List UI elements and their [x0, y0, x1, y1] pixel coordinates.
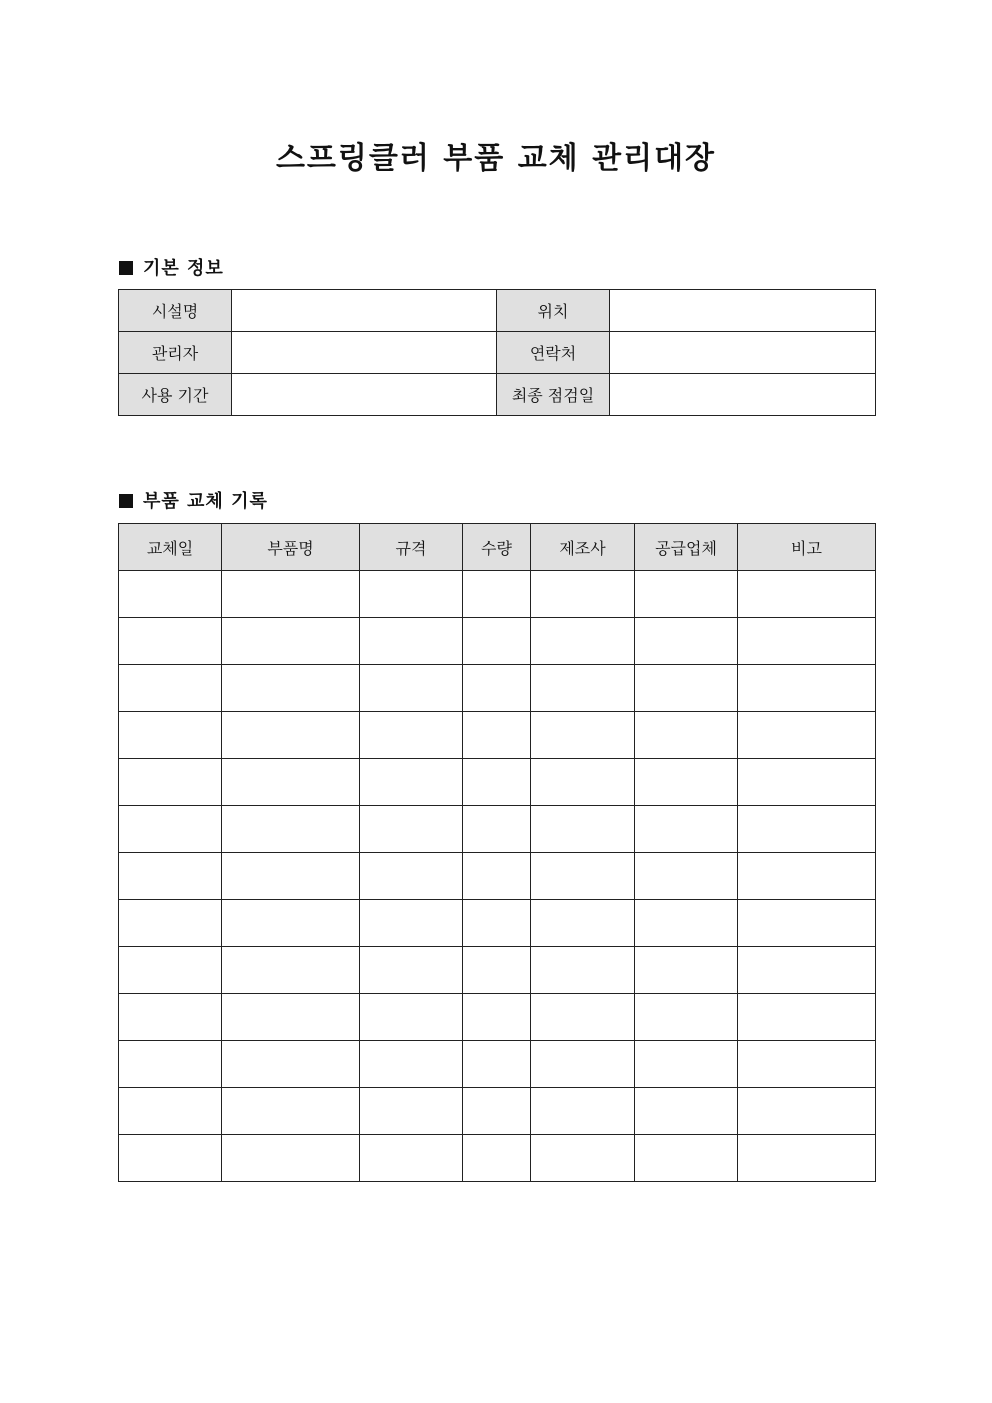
- table-row: [119, 665, 876, 712]
- cell-replace-date[interactable]: [119, 665, 222, 712]
- usage-period-field[interactable]: [232, 374, 497, 416]
- cell-manufacturer[interactable]: [531, 1041, 635, 1088]
- cell-manufacturer[interactable]: [531, 712, 635, 759]
- col-header-replace-date: 교체일: [119, 524, 222, 571]
- col-header-part-name: 부품명: [222, 524, 360, 571]
- facility-name-field[interactable]: [232, 290, 497, 332]
- cell-supplier[interactable]: [635, 1135, 738, 1182]
- table-row: [119, 1088, 876, 1135]
- table-row: [119, 618, 876, 665]
- cell-supplier[interactable]: [635, 806, 738, 853]
- cell-supplier[interactable]: [635, 618, 738, 665]
- cell-supplier[interactable]: [635, 947, 738, 994]
- cell-spec[interactable]: [360, 994, 463, 1041]
- cell-notes[interactable]: [738, 1041, 876, 1088]
- cell-supplier[interactable]: [635, 759, 738, 806]
- table-row: [119, 994, 876, 1041]
- last-inspection-label: 최종 점검일: [497, 374, 610, 416]
- square-bullet-icon: [119, 494, 133, 508]
- last-inspection-field[interactable]: [610, 374, 876, 416]
- cell-part-name[interactable]: [222, 947, 360, 994]
- cell-manufacturer[interactable]: [531, 665, 635, 712]
- cell-notes[interactable]: [738, 853, 876, 900]
- cell-part-name[interactable]: [222, 1041, 360, 1088]
- cell-spec[interactable]: [360, 1135, 463, 1182]
- cell-part-name[interactable]: [222, 618, 360, 665]
- cell-part-name[interactable]: [222, 571, 360, 618]
- section-heading-label: 부품 교체 기록: [143, 491, 268, 512]
- cell-spec[interactable]: [360, 900, 463, 947]
- cell-notes[interactable]: [738, 994, 876, 1041]
- table-row: [119, 571, 876, 618]
- table-row: [119, 947, 876, 994]
- cell-part-name[interactable]: [222, 1135, 360, 1182]
- cell-spec[interactable]: [360, 947, 463, 994]
- cell-notes[interactable]: [738, 759, 876, 806]
- cell-quantity[interactable]: [463, 1088, 531, 1135]
- cell-replace-date[interactable]: [119, 1041, 222, 1088]
- col-header-spec: 규격: [360, 524, 463, 571]
- cell-notes[interactable]: [738, 618, 876, 665]
- cell-replace-date[interactable]: [119, 618, 222, 665]
- cell-notes[interactable]: [738, 712, 876, 759]
- table-row: [119, 806, 876, 853]
- cell-quantity[interactable]: [463, 618, 531, 665]
- col-header-quantity: 수량: [463, 524, 531, 571]
- cell-quantity[interactable]: [463, 665, 531, 712]
- cell-spec[interactable]: [360, 571, 463, 618]
- cell-notes[interactable]: [738, 1088, 876, 1135]
- cell-quantity[interactable]: [463, 1041, 531, 1088]
- cell-replace-date[interactable]: [119, 900, 222, 947]
- cell-manufacturer[interactable]: [531, 618, 635, 665]
- col-header-manufacturer: 제조사: [531, 524, 635, 571]
- table-row: [119, 1135, 876, 1182]
- facility-name-label: 시설명: [119, 290, 232, 332]
- cell-quantity[interactable]: [463, 571, 531, 618]
- cell-supplier[interactable]: [635, 712, 738, 759]
- cell-replace-date[interactable]: [119, 712, 222, 759]
- cell-spec[interactable]: [360, 1088, 463, 1135]
- table-header-row: [119, 524, 876, 571]
- table-row: [119, 853, 876, 900]
- cell-supplier[interactable]: [635, 994, 738, 1041]
- cell-replace-date[interactable]: [119, 759, 222, 806]
- contact-field[interactable]: [610, 332, 876, 374]
- cell-quantity[interactable]: [463, 712, 531, 759]
- cell-spec[interactable]: [360, 665, 463, 712]
- usage-period-label: 사용 기간: [119, 374, 232, 416]
- cell-supplier[interactable]: [635, 665, 738, 712]
- cell-notes[interactable]: [738, 571, 876, 618]
- cell-spec[interactable]: [360, 618, 463, 665]
- cell-spec[interactable]: [360, 1041, 463, 1088]
- cell-quantity[interactable]: [463, 1135, 531, 1182]
- cell-notes[interactable]: [738, 806, 876, 853]
- location-label: 위치: [497, 290, 610, 332]
- cell-spec[interactable]: [360, 853, 463, 900]
- cell-manufacturer[interactable]: [531, 806, 635, 853]
- col-header-notes: 비고: [738, 524, 876, 571]
- cell-replace-date[interactable]: [119, 994, 222, 1041]
- cell-manufacturer[interactable]: [531, 1135, 635, 1182]
- cell-part-name[interactable]: [222, 665, 360, 712]
- cell-manufacturer[interactable]: [531, 947, 635, 994]
- cell-replace-date[interactable]: [119, 1088, 222, 1135]
- cell-quantity[interactable]: [463, 806, 531, 853]
- cell-notes[interactable]: [738, 900, 876, 947]
- table-row: [119, 712, 876, 759]
- cell-quantity[interactable]: [463, 947, 531, 994]
- cell-supplier[interactable]: [635, 571, 738, 618]
- table-row: [119, 900, 876, 947]
- contact-label: 연락처: [497, 332, 610, 374]
- col-header-supplier: 공급업체: [635, 524, 738, 571]
- cell-manufacturer[interactable]: [531, 900, 635, 947]
- basic-info-table: [118, 289, 876, 416]
- section-heading-records: [119, 487, 268, 513]
- manager-label: 관리자: [119, 332, 232, 374]
- cell-part-name[interactable]: [222, 994, 360, 1041]
- cell-manufacturer[interactable]: [531, 759, 635, 806]
- cell-part-name[interactable]: [222, 759, 360, 806]
- cell-part-name[interactable]: [222, 900, 360, 947]
- square-bullet-icon: [119, 261, 133, 275]
- cell-manufacturer[interactable]: [531, 571, 635, 618]
- cell-replace-date[interactable]: [119, 1135, 222, 1182]
- cell-notes[interactable]: [738, 1135, 876, 1182]
- cell-part-name[interactable]: [222, 712, 360, 759]
- cell-manufacturer[interactable]: [531, 1088, 635, 1135]
- table-row: [119, 1041, 876, 1088]
- cell-manufacturer[interactable]: [531, 994, 635, 1041]
- cell-supplier[interactable]: [635, 1041, 738, 1088]
- cell-replace-date[interactable]: [119, 853, 222, 900]
- cell-spec[interactable]: [360, 806, 463, 853]
- cell-notes[interactable]: [738, 665, 876, 712]
- cell-part-name[interactable]: [222, 853, 360, 900]
- section-heading-label: 기본 정보: [143, 258, 224, 279]
- page-title: 스프링클러 부품 교체 관리대장: [275, 141, 717, 176]
- location-field[interactable]: [610, 290, 876, 332]
- cell-supplier[interactable]: [635, 853, 738, 900]
- cell-quantity[interactable]: [463, 900, 531, 947]
- cell-replace-date[interactable]: [119, 947, 222, 994]
- cell-part-name[interactable]: [222, 1088, 360, 1135]
- cell-replace-date[interactable]: [119, 806, 222, 853]
- cell-quantity[interactable]: [463, 994, 531, 1041]
- table-row: [119, 759, 876, 806]
- section-heading-basic-info: [119, 254, 224, 280]
- cell-manufacturer[interactable]: [531, 853, 635, 900]
- replacement-record-table: [118, 523, 876, 1182]
- cell-spec[interactable]: [360, 759, 463, 806]
- cell-quantity[interactable]: [463, 759, 531, 806]
- cell-part-name[interactable]: [222, 806, 360, 853]
- cell-quantity[interactable]: [463, 853, 531, 900]
- cell-supplier[interactable]: [635, 1088, 738, 1135]
- cell-spec[interactable]: [360, 712, 463, 759]
- cell-notes[interactable]: [738, 947, 876, 994]
- cell-supplier[interactable]: [635, 900, 738, 947]
- cell-replace-date[interactable]: [119, 571, 222, 618]
- manager-field[interactable]: [232, 332, 497, 374]
